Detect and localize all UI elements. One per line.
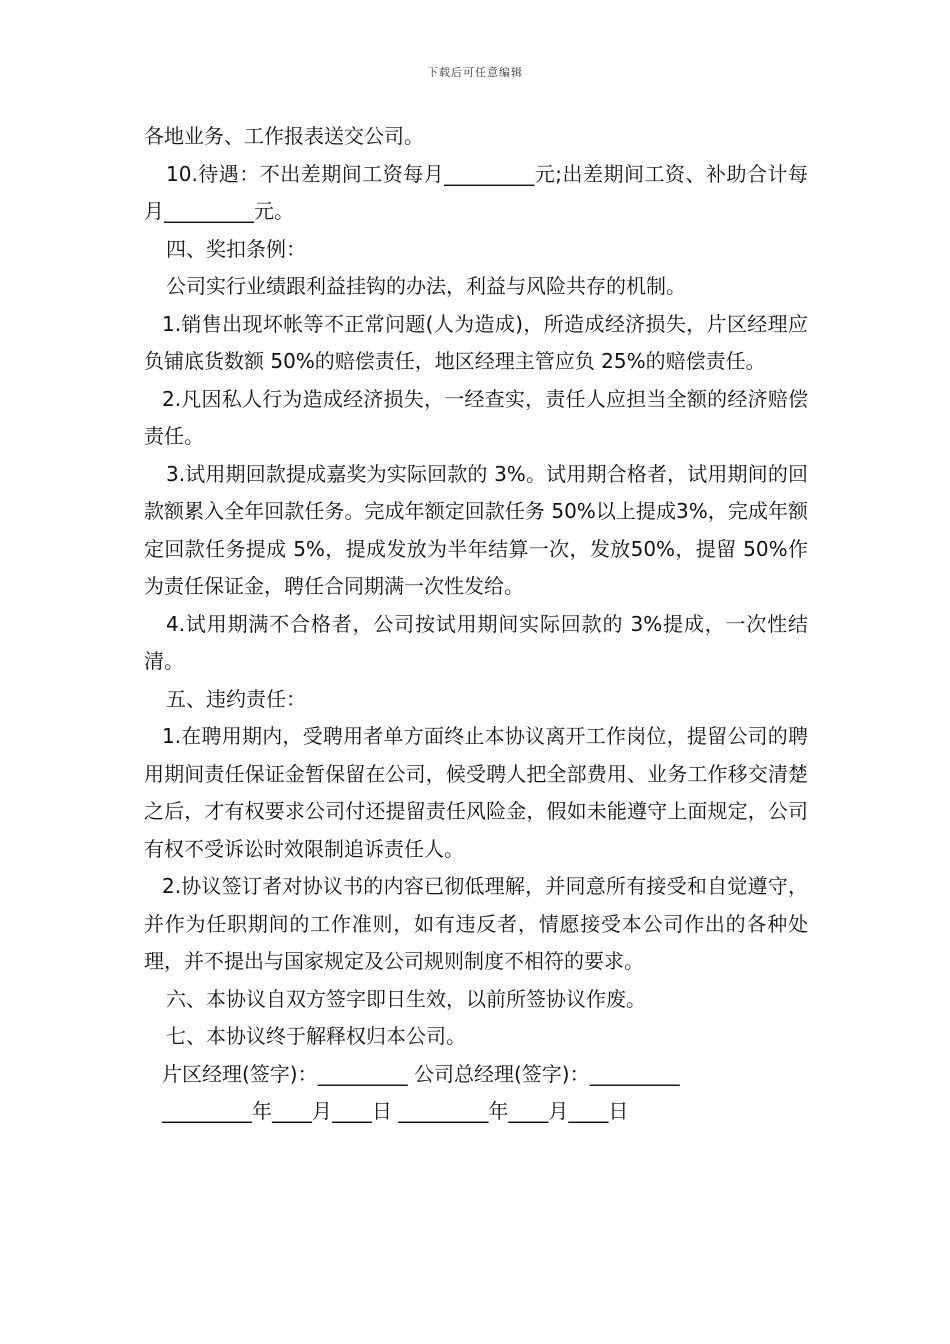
header-note: 下载后可任意编辑	[427, 66, 523, 79]
paragraph-rewards-2: 2.凡因私人行为造成经济损失，一经查实，责任人应担当全额的经济赔偿责任。	[144, 386, 808, 448]
paragraph-effective: 六、本协议自双方签字即日生效，以前所签协议作废。	[166, 986, 646, 1011]
paragraph-continuation: 各地业务、工作报表送交公司。	[144, 124, 424, 148]
section-heading-breach: 五、违约责任：	[166, 686, 306, 711]
paragraph-salary: 10.待遇：不出差期间工资每月_________元;出差期间工资、补助合计每月_________元。	[144, 161, 808, 223]
paragraph-rewards-4: 4.试用期满不合格者，公司按试用期间实际回款的 3%提成，一次性结清。	[144, 611, 808, 673]
paragraph-interpretation: 七、本协议终于解释权归本公司。	[166, 1024, 466, 1048]
paragraph-breach-2: 2.协议签订者对协议书的内容已彻低理解，并同意所有接受和自觉遵守，并作为任职期间的工作准则，如有违反者，情愿接受本公司作出的各种处理，并不提出与国家规定及公司规则制度不相符的要求。	[144, 874, 808, 973]
paragraph-rewards-intro: 公司实行业绩跟利益挂钩的办法，利益与风险共存的机制。	[166, 274, 686, 298]
paragraph-rewards-3: 3.试用期回款提成嘉奖为实际回款的 3%。试用期合格者，试用期间的回款额累入全年回款任务。完成年额定回款任务 50%以上提成3%，完成年额定回款任务提成 5%，提成发放为半年结算一次，发放50%，提留 50%作为责任保证金，聘任合同期满一次性发给。	[144, 461, 808, 598]
section-heading-rewards: 四、奖扣条例：	[166, 236, 306, 261]
paragraph-breach-1: 1.在聘用期内，受聘用者单方面终止本协议离开工作岗位，提留公司的聘用期间责任保证金暂保留在公司，候受聘人把全部费用、业务工作移交清楚之后，才有权要求公司付还提留责任风险金，假如未能遵守上面规定，公司有权不受诉讼时效限制追诉责任人。	[144, 724, 808, 861]
document-body	[144, 118, 808, 1131]
date-line: _________年____月____日 _________年____月____日	[162, 1099, 629, 1123]
paragraph-rewards-1: 1.销售出现坏帐等不正常问题(人为造成)，所造成经济损失，片区经理应负铺底货数额 50%的赔偿责任，地区经理主管应负 25%的赔偿责任。	[144, 311, 808, 373]
signature-line: 片区经理(签字)：_________ 公司总经理(签字)：_________	[162, 1061, 680, 1086]
